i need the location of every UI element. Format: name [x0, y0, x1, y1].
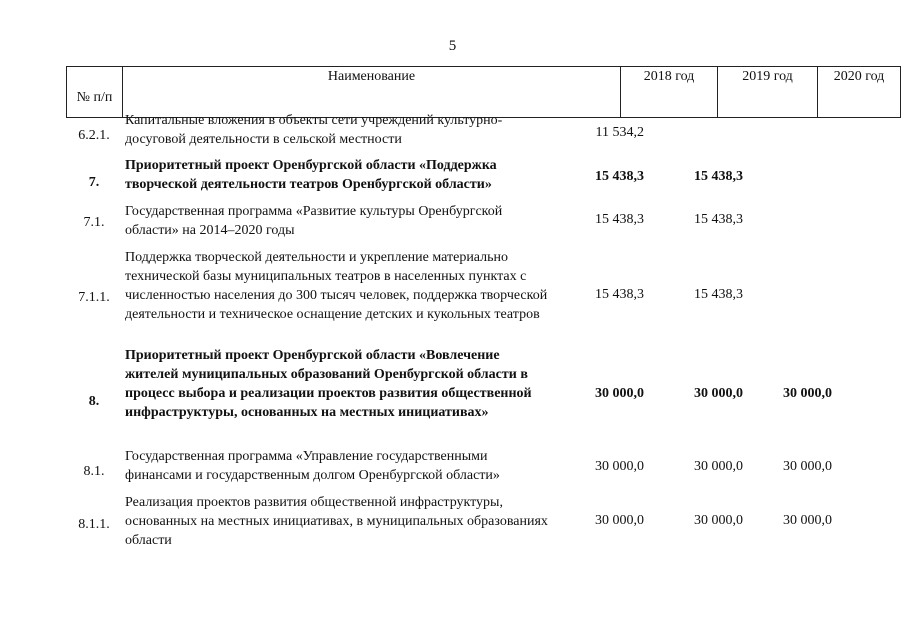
row-name: Приоритетный проект Оренбургской области «Вовлечение жителей муниципальных образований Оренбургской области в процесс выбора и реализации проектов развития общественной инфраструктуры, основанных на местных инициативах» — [125, 348, 532, 420]
value-2019: 15 438,3 — [694, 212, 743, 227]
page-number: 5 — [448, 38, 457, 54]
value-2018: 15 438,3 — [595, 212, 644, 227]
value-2019: 30 000,0 — [694, 386, 743, 401]
value-2020: 30 000,0 — [783, 386, 832, 401]
value-2018: 30 000,0 — [595, 386, 644, 401]
value-2018: 15 438,3 — [595, 287, 644, 302]
header-name: Наименование — [123, 67, 621, 118]
value-2019: 15 438,3 — [694, 169, 743, 184]
header-num-label: № п/п — [76, 90, 113, 105]
row-name: Реализация проектов развития общественной инфраструктуры, основанных на местных инициативах, в муниципальных образованиях области — [125, 495, 548, 548]
row-name: Государственная программа «Развитие культуры Оренбургской области» на 2014–2020 годы — [125, 204, 503, 238]
value-2019: 30 000,0 — [694, 513, 743, 528]
header-2018: 2018 год — [621, 67, 718, 118]
row-number: 7.1. — [83, 215, 105, 230]
value-2018: 11 534,2 — [595, 125, 644, 140]
value-2019: 30 000,0 — [694, 459, 743, 474]
value-2018: 30 000,0 — [595, 459, 644, 474]
row-number: 7. — [88, 175, 100, 190]
header-num — [67, 67, 123, 118]
value-2020: 30 000,0 — [783, 459, 832, 474]
row-number: 8.1.1. — [78, 517, 110, 532]
row-name: Приоритетный проект Оренбургской области «Поддержка творческой деятельности театров Оренбургской области» — [125, 158, 497, 192]
row-number: 6.2.1. — [78, 128, 110, 143]
value-2018: 15 438,3 — [595, 169, 644, 184]
row-name: Поддержка творческой деятельности и укрепление материально технической базы муниципальных театров в населенных пунктах с численностью населения до 300 тысяч человек, поддержка творческой деятельности и техническое оснащение детских и кукольных театров — [125, 250, 548, 322]
row-number: 7.1.1. — [78, 290, 110, 305]
row-number: 8.1. — [83, 464, 105, 479]
row-name: Государственная программа «Управление государственными финансами и государственным долгом Оренбургской области» — [125, 449, 500, 483]
header-2019: 2019 год — [718, 67, 818, 118]
header-2020: 2020 год — [818, 67, 901, 118]
value-2020: 30 000,0 — [783, 513, 832, 528]
value-2019: 15 438,3 — [694, 287, 743, 302]
row-name: Капитальные вложения в объекты сети учреждений культурно-досуговой деятельности в сельской местности — [125, 113, 503, 147]
value-2018: 30 000,0 — [595, 513, 644, 528]
row-number: 8. — [88, 394, 100, 409]
